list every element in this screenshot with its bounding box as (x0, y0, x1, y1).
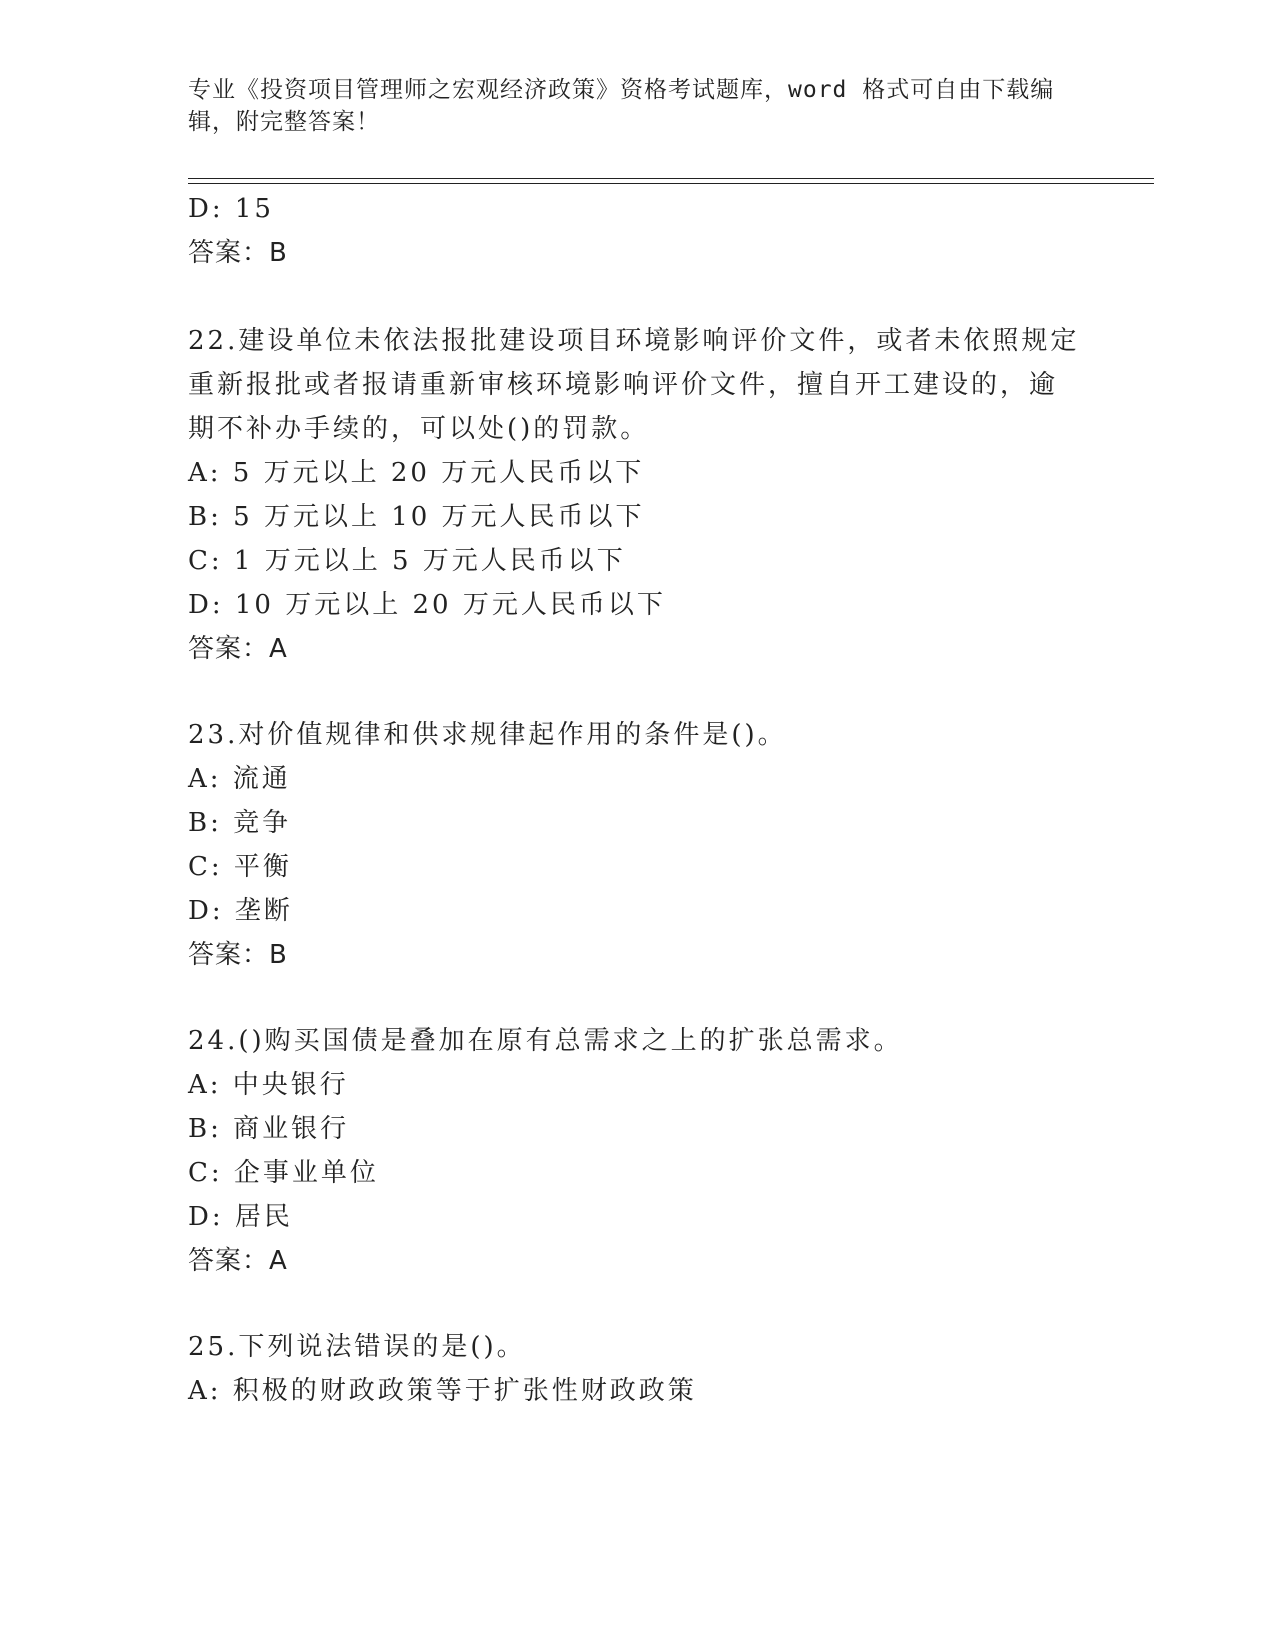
answer: 答案：A (188, 1246, 288, 1276)
question-stem-line: 24.()购买国债是叠加在原有总需求之上的扩张总需求。 (188, 1026, 903, 1056)
prev-option-d: D: 15 (188, 194, 274, 224)
header-line-2: 辑，附完整答案！ (188, 109, 380, 135)
option-d: D: 垄断 (188, 896, 293, 926)
option-d: D: 10 万元以上 20 万元人民币以下 (188, 590, 666, 620)
option-b: B: 5 万元以上 10 万元人民币以下 (188, 502, 645, 532)
question-stem-line: 期不补办手续的，可以处()的罚款。 (188, 414, 650, 444)
option-b: B: 商业银行 (188, 1114, 350, 1144)
answer: 答案：A (188, 634, 288, 664)
option-b: B: 竞争 (188, 808, 292, 838)
answer: 答案：B (188, 940, 288, 970)
header-rule-top (188, 178, 1154, 179)
question-stem-line: 22.建设单位未依法报批建设项目环境影响评价文件，或者未依照规定 (188, 326, 1080, 356)
question-stem-line: 25.下列说法错误的是()。 (188, 1332, 526, 1362)
prev-answer: 答案：B (188, 238, 288, 268)
option-a: A: 流通 (188, 764, 291, 794)
option-c: C: 平衡 (188, 852, 292, 882)
page-header (188, 74, 1068, 138)
header-rule-bottom (188, 183, 1154, 184)
option-c: C: 企事业单位 (188, 1158, 379, 1188)
question-stem-line: 重新报批或者报请重新审核环境影响评价文件，擅自开工建设的，逾 (188, 370, 1059, 400)
option-c: C: 1 万元以上 5 万元人民币以下 (188, 546, 626, 576)
option-a: A: 积极的财政政策等于扩张性财政政策 (188, 1376, 697, 1406)
option-a: A: 5 万元以上 20 万元人民币以下 (188, 458, 645, 488)
question-stem-line: 23.对价值规律和供求规律起作用的条件是()。 (188, 720, 787, 750)
option-a: A: 中央银行 (188, 1070, 349, 1100)
header-line-1: 专业《投资项目管理师之宏观经济政策》资格考试题库，word 格式可自由下载编 (188, 77, 1055, 103)
option-d: D: 居民 (188, 1202, 293, 1232)
